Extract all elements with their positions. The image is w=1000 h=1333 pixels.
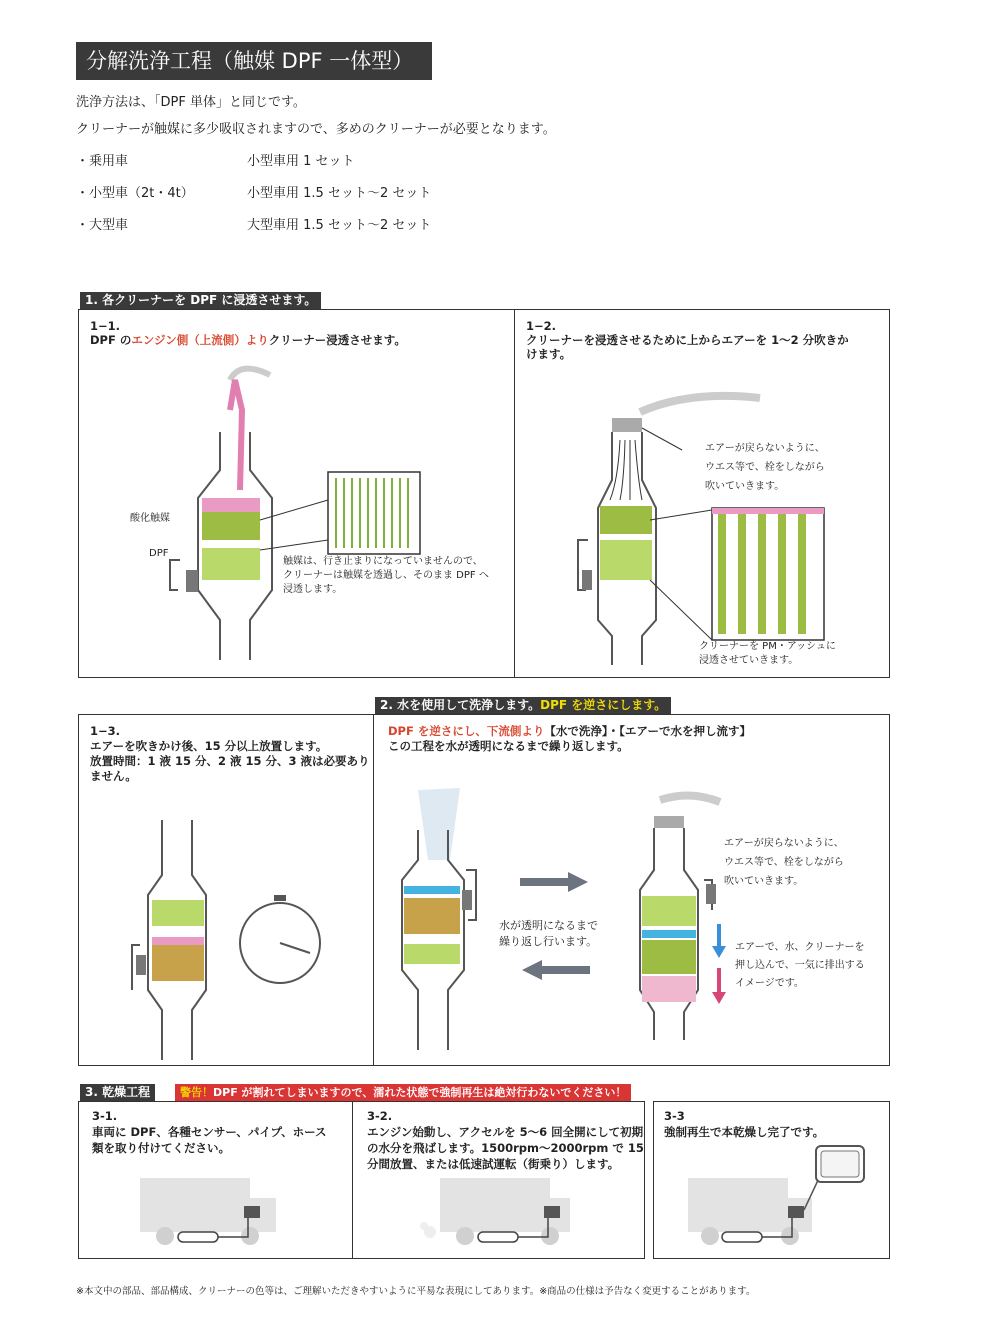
truck-regeneration-icon: [680, 1140, 870, 1250]
air-stop-note-3: 吹いていきます。: [724, 876, 804, 887]
vehicle-amount-1: 小型車用 1 セット: [247, 154, 355, 169]
vehicle-type-3: ・大型車: [76, 218, 129, 233]
section2-tab: 2. 水を使用して洗浄します。DPF を逆さにします。: [375, 697, 671, 714]
vehicle-amount-2: 小型車用 1.5 セット〜2 セット: [247, 186, 432, 201]
down-arrow-icon: [712, 924, 726, 1008]
step-3-3-line-1: 強制再生で本乾燥し完了です。: [664, 1125, 825, 1139]
step-3-1-line-2: 類を取り付けてください。: [92, 1141, 230, 1155]
step-3-1-number: 3-1.: [92, 1109, 118, 1123]
step-2-line-2: この工程を水が透明になるまで繰り返します。: [388, 739, 629, 753]
step-3-3-number: 3-3: [664, 1109, 685, 1123]
repeat-note-1: 水が透明になるまで: [499, 919, 598, 932]
vehicle-type-1: ・乗用車: [76, 154, 129, 169]
dpf-catalyst-illustration: [150, 370, 510, 670]
step-2-line-1: DPF を逆さにし、下流側より【水で洗浄】・【エアーで水を押し流す】: [388, 724, 751, 738]
truck-running-icon: [420, 1170, 570, 1250]
step-1-2-line-2: けます。: [526, 347, 572, 361]
intro-line-2: クリーナーが触媒に多少吸収されますので、多めのクリーナーが必要となります。: [76, 122, 556, 137]
step-3-2-line-3: 分間放置、または低速試運転（街乗り）します。: [367, 1157, 620, 1171]
step-1-1-text: DPF のエンジン側（上流側）よりクリーナー浸透させます。: [90, 333, 406, 347]
air-stop-note-1: エアーが戻らないように、: [724, 838, 844, 849]
vehicle-type-2: ・小型車（2t・4t）: [76, 186, 194, 201]
push-note-2: 押し込んで、一気に排出する: [735, 960, 865, 971]
step-1-3-line-3: ません。: [90, 769, 137, 783]
repeat-note-2: 繰り返し行います。: [499, 935, 598, 948]
step-3-1-line-1: 車両に DPF、各種センサー、パイプ、ホース: [92, 1125, 327, 1139]
step-1-2-number: 1−2.: [526, 319, 557, 333]
air-stop-note-2: ウエス等で、栓をしながら: [724, 857, 844, 868]
warning-banner: 警告！DPF が割れてしまいますので、濡れた状態で強制再生は絶対行わないでください！: [175, 1084, 631, 1101]
pm-note-2: 浸透させていきます。: [699, 655, 799, 666]
step-1-1-number: 1−1.: [90, 319, 121, 333]
step-1-3-line-1: エアーを吹きかけ後、15 分以上放置します。: [90, 739, 328, 753]
step-1-2-line-1: クリーナーを浸透させるために上からエアーを 1〜2 分吹きか: [526, 333, 849, 347]
catalyst-note-2: クリーナーは触媒を透過し、そのまま DPF へ: [283, 570, 489, 581]
truck-icon: [130, 1170, 280, 1250]
step-3-2-line-1: エンジン始動し、アクセルを 5〜6 回全開にして初期: [367, 1125, 644, 1139]
label-catalyst: 酸化触媒: [130, 513, 170, 524]
air-note-3: 吹いていきます。: [705, 481, 785, 492]
section1-tab: 1. 各クリーナーを DPF に浸透させます。: [80, 292, 321, 309]
step-1-3-number: 1−3.: [90, 724, 121, 738]
footer-note: ※本文中の部品、部品構成、クリーナーの色等は、ご理解いただきやすいように平易な表現にしてあります。※商品の仕様は予告なく変更することがあります。: [76, 1286, 756, 1297]
step-3-2-number: 3-2.: [367, 1109, 393, 1123]
push-note-1: エアーで、水、クリーナーを: [735, 942, 865, 953]
rest-illustration: [130, 815, 350, 1060]
step-1-3-line-2: 放置時間：1 液 15 分、2 液 15 分、3 液は必要あり: [90, 754, 370, 768]
air-note-2: ウエス等で、栓をしながら: [705, 462, 825, 473]
air-note-1: エアーが戻らないように、: [705, 443, 825, 454]
page-title: 分解洗浄工程（触媒 DPF 一体型）: [76, 42, 432, 80]
step-3-2-line-2: の水分を飛ばします。1500rpm〜2000rpm で 15: [367, 1141, 644, 1155]
pm-note-1: クリーナーを PM・アッシュに: [699, 641, 836, 652]
section3-tab: 3. 乾燥工程: [80, 1084, 155, 1101]
vehicle-amount-3: 大型車用 1.5 セット〜2 セット: [247, 218, 432, 233]
catalyst-note-1: 触媒は、行き止まりになっていませんので、: [283, 556, 483, 567]
label-dpf: DPF: [149, 548, 169, 559]
intro-line-1: 洗浄方法は、「DPF 単体」と同じです。: [76, 95, 306, 110]
catalyst-note-3: 浸透します。: [283, 584, 343, 595]
push-note-3: イメージです。: [735, 978, 804, 989]
air-blow-illustration: [570, 380, 870, 670]
